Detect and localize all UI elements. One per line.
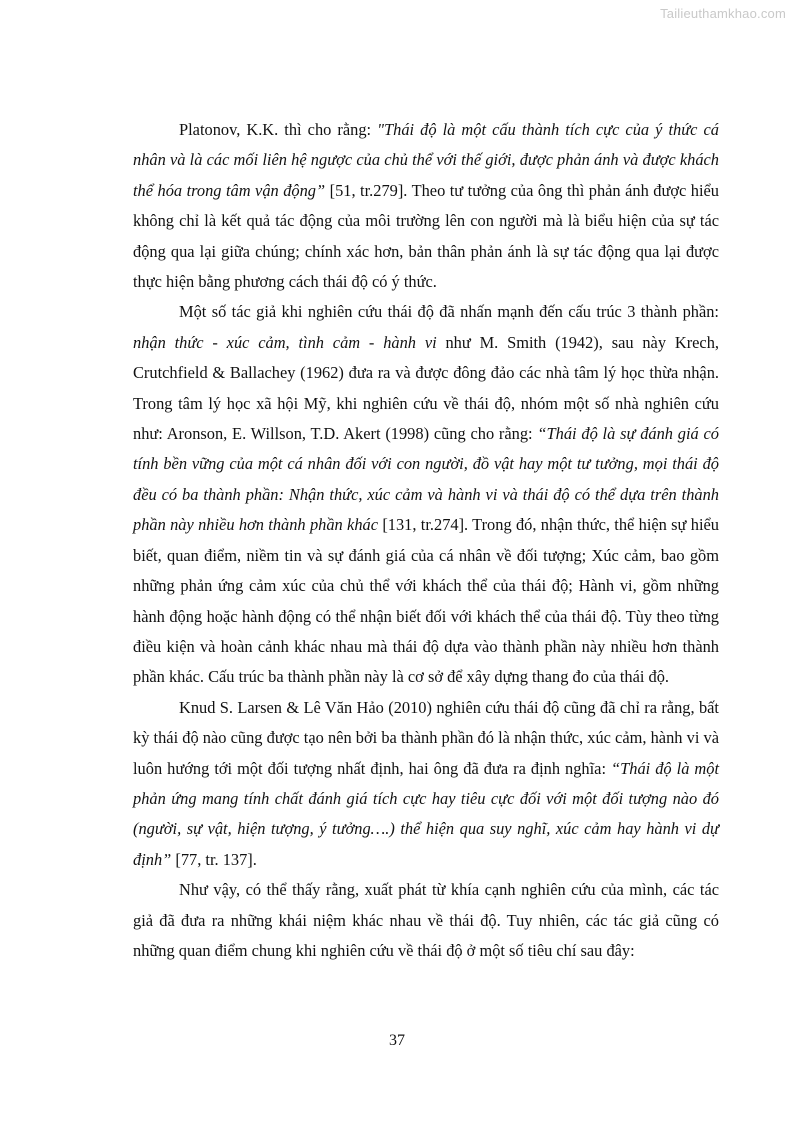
quote-run: “Thái độ là một phản ứng mang tính chất đánh giá tích cực hay tiêu cực đối với một đối tượng nào đó (người, sự vật, hiện tượng, ý tưởng….) thể hiện qua suy nghĩ, xúc cảm hay hành vi dự định” (133, 758, 719, 869)
text-run: Platonov, K.K. thì cho rằng: (179, 120, 378, 139)
text-run: Knud S. Larsen & Lê Văn Hảo (2010) nghiên cứu thái độ cũng đã chỉ ra rằng, bất kỳ thái độ nào cũng được tạo nên bởi ba thành phần đó là nhận thức, xúc cảm, hành vi và luôn hướng tới một đối tượng nhất định, hai ông đã đưa ra định nghĩa: (133, 697, 719, 778)
emphasis-run: nhận thức - xúc cảm, tình cảm - hành vi (133, 332, 437, 352)
page-number: 37 (389, 1032, 405, 1049)
text-run: như M. Smith (1942), sau này Krech, Crutchfield & Ballachey (1962) đưa ra và được đông đảo các nhà tâm lý học thừa nhận. Trong tâm lý học xã hội Mỹ, khi nghiên cứu về thái độ, nhóm một số nhà nghiên cứu như: Aronson, E. Willson, T.D. Akert (1998) cũng cho rằng: (133, 332, 719, 444)
text-run: [77, tr. 137]. (171, 849, 257, 869)
paragraph-larsen (133, 693, 719, 875)
text-run: [51, tr.279]. Theo tư tưởng của ông thì phản ánh được hiểu không chỉ là kết quả tác động của môi trường lên con người mà là biểu hiện của sự tác động qua lại giữa chúng; chính xác hơn, bản thân phản ánh là sự tác động qua lại được thực hiện bằng phương cách thái độ có ý thức. (133, 180, 719, 292)
document-body (133, 115, 719, 966)
paragraph-three-components (133, 297, 719, 692)
quote-run: "Thái độ là một cấu thành tích cực của ý thức cá nhân và là các mối liên hệ ngược của chủ thể với thế giới, được phản ánh và được khách thể hóa trong tâm vận động” (133, 120, 719, 200)
text-run: Một số tác giả khi nghiên cứu thái độ đã nhấn mạnh đến cấu trúc 3 thành phần: (179, 302, 719, 322)
watermark-text: Tailieuthamkhao.com (660, 6, 786, 21)
quote-run: “Thái độ là sự đánh giá có tính bền vững của một cá nhân đối với con người, đồ vật hay một tư tưởng, mọi thái độ đều có ba thành phần: Nhận thức, xúc cảm và hành vi và thái độ có thể dựa trên thành phần này nhiều hơn thành phần khác (133, 424, 719, 535)
text-run: Như vậy, có thể thấy rằng, xuất phát từ khía cạnh nghiên cứu của mình, các tác giả đã đưa ra những khái niệm khác nhau về thái độ. Tuy nhiên, các tác giả cũng có những quan điểm chung khi nghiên cứu về thái độ ở một số tiêu chí sau đây: (133, 880, 719, 960)
text-run: [131, tr.274]. Trong đó, nhận thức, thể hiện sự hiểu biết, quan điểm, niềm tin và sự đánh giá của cá nhân về đối tượng; Xúc cảm, bao gồm những phản ứng cảm xúc của chủ thể với khách thể của thái độ; Hành vi, gồm những hành động hoặc hành động có thể nhận biết đối với khách thể của thái độ. Tùy theo từng điều kiện và hoàn cảnh khác nhau mà thái độ dựa vào thành phần này nhiều hơn thành phần khác. Cấu trúc ba thành phần này là cơ sở để xây dựng thang đo của thái độ. (133, 515, 719, 687)
paragraph-platonov (133, 115, 719, 297)
paragraph-summary (133, 875, 719, 966)
